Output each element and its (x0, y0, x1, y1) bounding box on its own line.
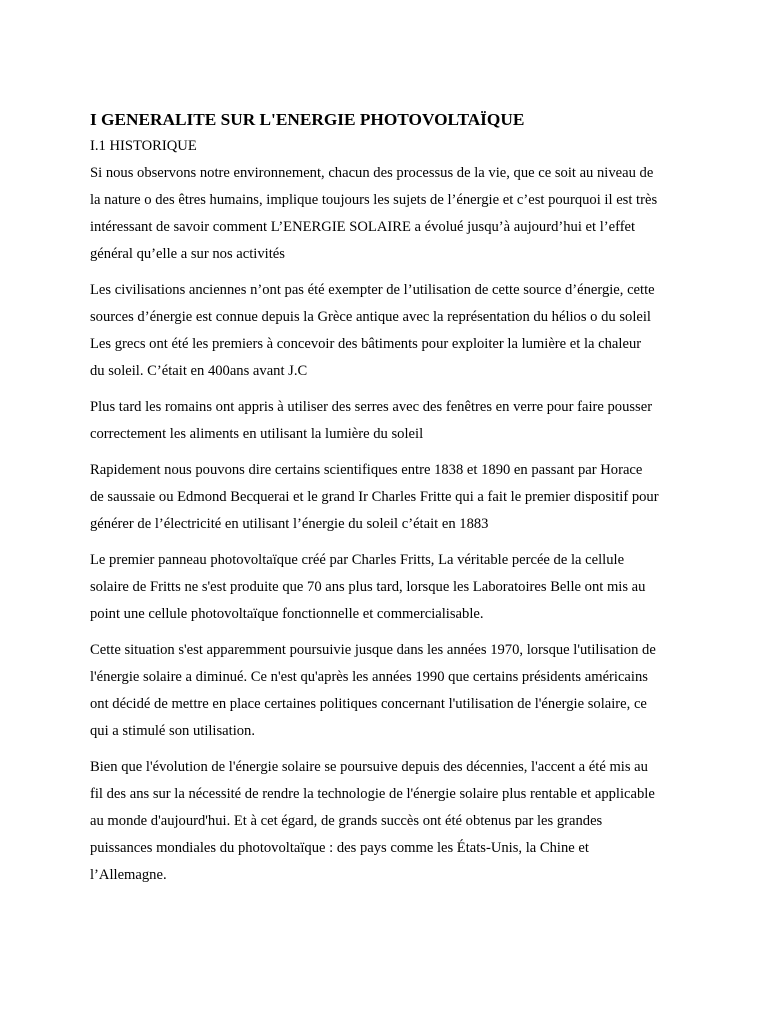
section-heading: I.1 HISTORIQUE (90, 138, 197, 154)
paragraph-line: puissances mondiales du photovoltaïque : des pays comme les États-Unis, la Chine et (90, 840, 589, 856)
paragraph-6 (90, 637, 682, 745)
paragraph-line: au monde d'aujourd'hui. Et à cet égard, de grands succès ont été obtenus par les grandes (90, 813, 603, 829)
paragraph-line: Plus tard les romains ont appris à utiliser des serres avec des fenêtres en verre pour faire pousser (90, 399, 653, 415)
paragraph-line: qui a stimulé son utilisation. (90, 723, 255, 739)
document-page (90, 106, 682, 898)
paragraph-line: l'énergie solaire a diminué. Ce n'est qu'après les années 1990 que certains présidents américains (90, 669, 648, 685)
paragraph-line: générer de l’électricité en utilisant l’énergie du soleil c’était en 1883 (90, 516, 489, 532)
paragraph-line: l’Allemagne. (90, 867, 167, 883)
paragraph-line: point une cellule photovoltaïque fonctionnelle et commercialisable. (90, 606, 484, 622)
paragraph-line: intéressant de savoir comment L’ENERGIE SOLAIRE a évolué jusqu’à aujourd’hui et l’effet (90, 219, 636, 235)
paragraph-1 (90, 160, 682, 268)
paragraph-line: Rapidement nous pouvons dire certains scientifiques entre 1838 et 1890 en passant par Horace (90, 462, 643, 478)
paragraph-line: Cette situation s'est apparemment poursuivie jusque dans les années 1970, lorsque l'utilisation de (90, 642, 656, 658)
paragraph-line: la nature o des êtres humains, implique toujours les sujets de l’énergie et c’est pourquoi il est très (90, 192, 658, 208)
document-title: I GENERALITE SUR L'ENERGIE PHOTOVOLTAÏQUE (90, 110, 525, 129)
paragraph-4 (90, 457, 682, 538)
paragraph-line: ont décidé de mettre en place certaines politiques concernant l'utilisation de l'énergie solaire, ce (90, 696, 647, 712)
paragraph-line: Si nous observons notre environnement, chacun des processus de la vie, que ce soit au niveau de (90, 165, 654, 181)
paragraph-line: fil des ans sur la nécessité de rendre la technologie de l'énergie solaire plus rentable et applicable (90, 786, 655, 802)
paragraph-line: Les civilisations anciennes n’ont pas été exempter de l’utilisation de cette source d’énergie, cette (90, 282, 655, 298)
paragraph-line: correctement les aliments en utilisant la lumière du soleil (90, 426, 424, 442)
paragraph-line: solaire de Fritts ne s'est produite que 70 ans plus tard, lorsque les Laboratoires Belle ont mis au (90, 579, 646, 595)
paragraph-line: général qu’elle a sur nos activités (90, 246, 285, 262)
paragraph-7 (90, 754, 682, 889)
paragraph-5 (90, 547, 682, 628)
paragraph-line: sources d’énergie est connue depuis la Grèce antique avec la représentation du hélios o du soleil (90, 309, 651, 325)
paragraph-line: du soleil. C’était en 400ans avant J.C (90, 363, 308, 379)
paragraph-2 (90, 277, 682, 385)
paragraph-3 (90, 394, 682, 448)
paragraph-line: Bien que l'évolution de l'énergie solaire se poursuive depuis des décennies, l'accent a été mis au (90, 759, 648, 775)
paragraph-line: de saussaie ou Edmond Becquerai et le grand Ir Charles Fritte qui a fait le premier dispositif pour (90, 489, 659, 505)
paragraph-line: Le premier panneau photovoltaïque créé par Charles Fritts, La véritable percée de la cellule (90, 552, 625, 568)
paragraph-line: Les grecs ont été les premiers à concevoir des bâtiments pour exploiter la lumière et la chaleur (90, 336, 642, 352)
